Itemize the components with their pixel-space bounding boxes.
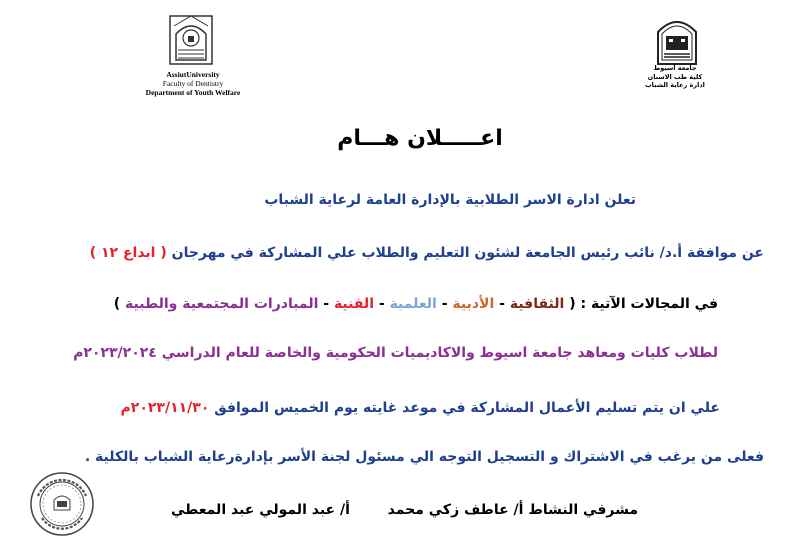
supervisors-label: مشرفي النشاط	[528, 502, 638, 518]
arabic-department: ادارة رعاية الشباب	[645, 81, 705, 89]
announcement-line-6: فعلى من يرغب في الاشتراك و التسجيل التوجه الي مسئول لجنة الأسر بإدارةرعاية الشباب بالكلية .	[84, 449, 764, 465]
announcement-line-1: تعلن ادارة الاسر الطلابية بالإدارة العامة لرعاية الشباب	[264, 192, 636, 208]
english-department: Department of Youth Welfare	[145, 88, 241, 97]
arabic-university: جامعة أسيوط	[653, 64, 697, 72]
announcement-line-5	[121, 400, 720, 416]
field-scientific: العلمية	[389, 296, 437, 312]
field-initiatives: المبادرات المجتمعية والطبية	[125, 296, 319, 312]
fields-close-paren: )	[113, 296, 121, 312]
announcement-line-4: لطلاب كليات ومعاهد جامعة اسيوط والاكاديميات الحكومية والخاصة للعام الدراسي ٢٠٢٣/٢٠٢٤م	[73, 345, 718, 361]
english-university: AssiutUniversity	[166, 70, 220, 79]
fields-open-paren: (	[569, 296, 576, 312]
announcement-line-2	[90, 245, 764, 261]
fields-prefix: في المجالات الآتية :	[580, 296, 718, 312]
field-separator: -	[441, 296, 448, 312]
supervisors-line	[171, 502, 638, 518]
line-2-main: عن موافقة أ.د/ نائب رئيس الجامعة لشئون التعليم والطلاب علي المشاركة في مهرجان	[171, 245, 764, 261]
deadline-text: علي ان يتم تسليم الأعمال المشاركة في موعد غايته يوم الخميس الموافق	[214, 400, 720, 416]
field-cultural: الثقافية	[509, 296, 565, 312]
announcement-title: اعـــــلان هـــام	[337, 126, 503, 151]
field-separator: -	[323, 296, 330, 312]
english-header	[128, 70, 258, 97]
field-separator: -	[378, 296, 385, 312]
english-faculty: Faculty of Dentistry	[162, 79, 224, 88]
official-stamp-icon	[28, 470, 96, 538]
field-literary: الأدبية	[452, 296, 495, 312]
supervisor-1: أ/ عاطف زكي محمد	[387, 502, 524, 518]
supervisor-2: أ/ عبد المولي عبد المعطي	[170, 502, 350, 518]
festival-name: ( ابداع ١٢ )	[89, 245, 167, 261]
university-logo-icon	[652, 14, 702, 66]
field-separator: -	[499, 296, 505, 312]
deadline-date: ٢٠٢٣/١١/٣٠م	[120, 400, 210, 416]
arabic-faculty: كلية طب الاسنان	[647, 72, 703, 81]
announcement-line-3	[114, 296, 718, 312]
arabic-header	[620, 64, 730, 90]
field-artistic: الفنية	[333, 296, 374, 312]
faculty-logo-icon	[166, 14, 216, 66]
